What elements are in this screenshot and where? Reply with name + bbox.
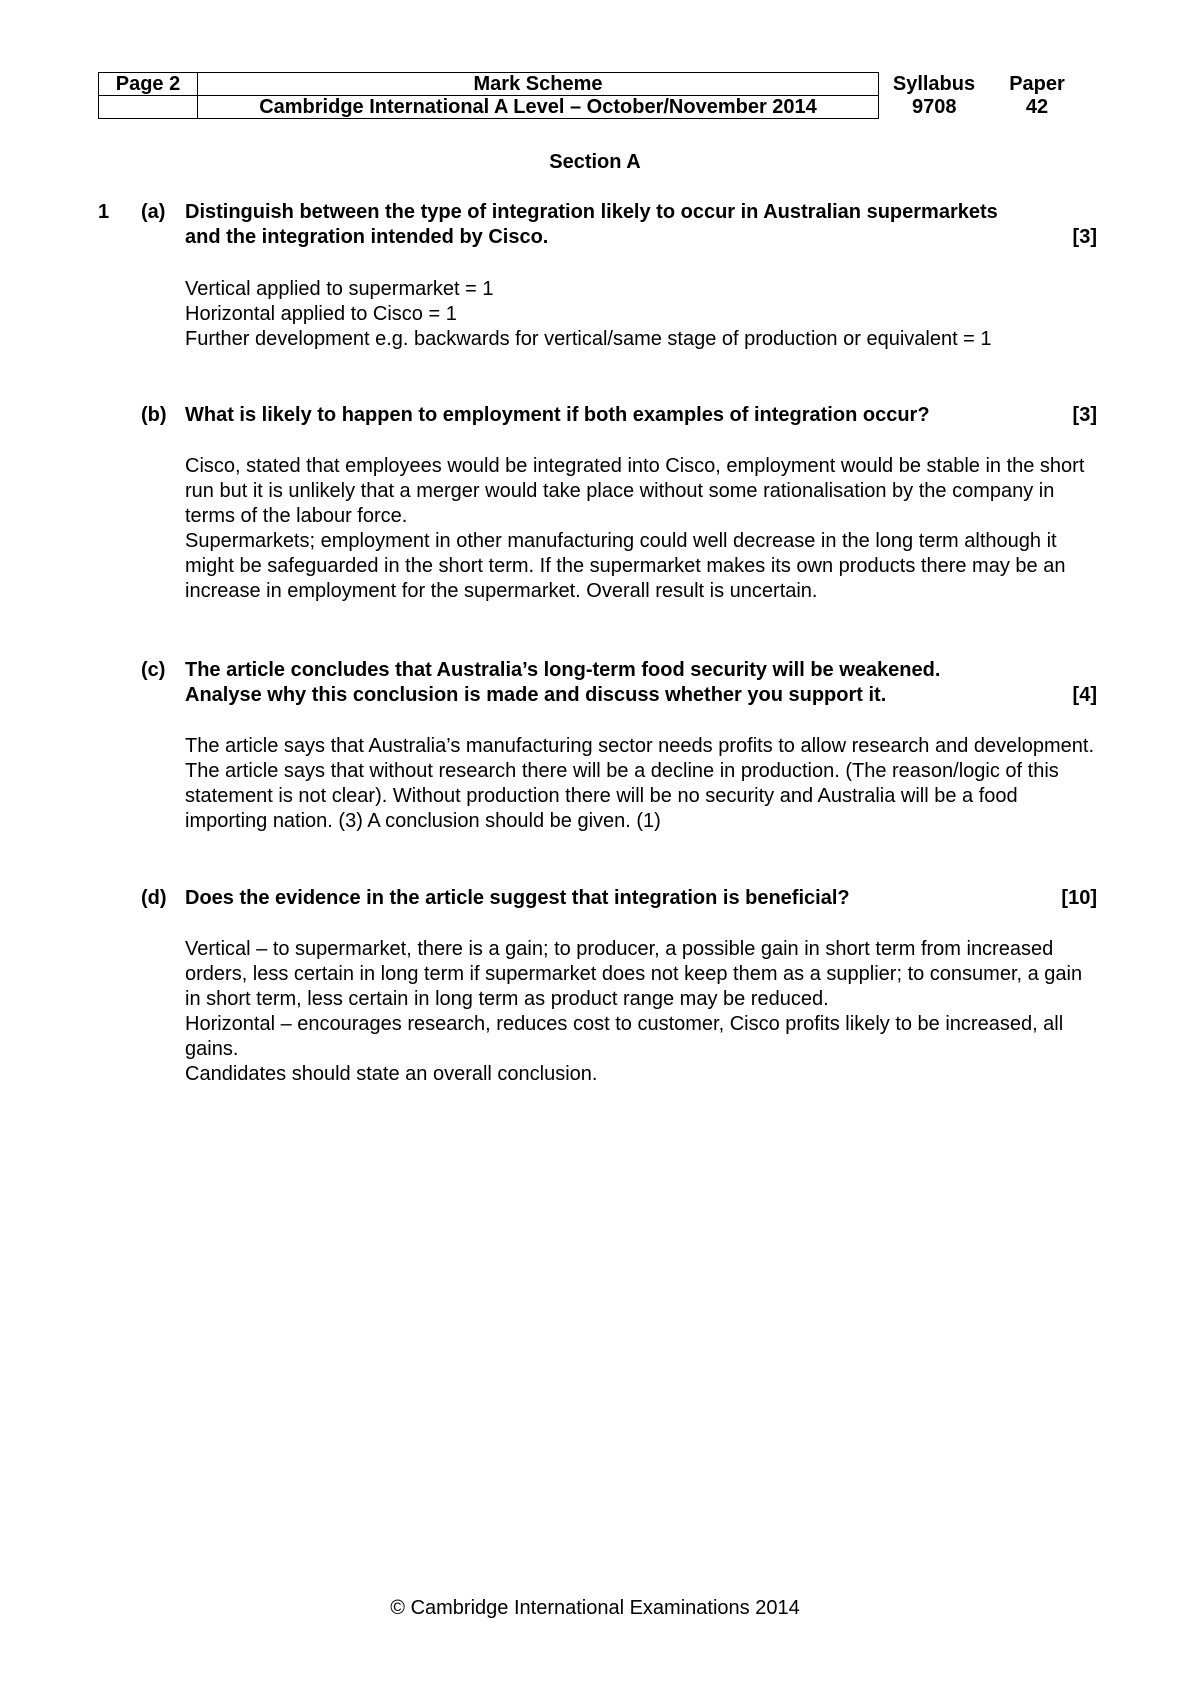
part-a-question: [185, 200, 1097, 250]
syllabus-label: Syllabus: [892, 73, 976, 95]
question-number: 1: [98, 201, 110, 223]
page-number: Page 2: [99, 73, 198, 96]
part-d-answer-para: Horizontal – encourages research, reduces cost to customer, Cisco profits likely to be increased, all gains.: [185, 1013, 1064, 1060]
part-a-question-line1: Distinguish between the type of integration likely to occur in Australian supermarkets: [185, 201, 998, 223]
part-c-answer: [185, 734, 1097, 834]
part-b-answer: [185, 454, 1097, 604]
part-a-label: (a): [141, 201, 166, 223]
syllabus-value: 9708: [912, 96, 957, 118]
part-a-answer-line: Vertical applied to supermarket = 1: [185, 278, 494, 300]
part-b-question-line1: What is likely to happen to employment if both examples of integration occur?: [185, 404, 930, 426]
part-b-marks: [3]: [1072, 404, 1097, 426]
part-d-question-line1: Does the evidence in the article suggest that integration is beneficial?: [185, 887, 850, 909]
page-number-blank: [99, 96, 198, 119]
copyright-footer: © Cambridge International Examinations 2014: [390, 1597, 800, 1619]
part-d-answer-para: Vertical – to supermarket, there is a gain; to producer, a possible gain in short term from increased orders, less certain in long term if supermarket does not keep them as a supplier; to consumer, a gain in short term, less certain in long term as product range may be reduced.: [185, 938, 1083, 1010]
part-c-question-line2: Analyse why this conclusion is made and discuss whether you support it.: [185, 684, 887, 706]
part-d-answer-para: Candidates should state an overall conclusion.: [185, 1063, 598, 1085]
document-title: Mark Scheme: [198, 73, 879, 96]
header-table: [98, 72, 1085, 119]
part-c-answer-para: The article says that Australia’s manufacturing sector needs profits to allow research and development. The article says that without research there will be a decline in production. (The reason/logic of this statement is not clear). Without production there will be no security and Australia will be a food importing nation. (3) A conclusion should be given. (1): [185, 735, 1094, 832]
part-d-answer: [185, 937, 1097, 1087]
part-a-marks: [3]: [1072, 226, 1097, 248]
part-b-answer-para: Supermarkets; employment in other manufacturing could well decrease in the long term although it might be safeguarded in the short term. If the supermarket makes its own products there may be an increase in employment for the supermarket. Overall result is uncertain.: [185, 530, 1066, 602]
document-subtitle: Cambridge International A Level – October/November 2014: [198, 96, 879, 119]
part-c-label: (c): [141, 659, 166, 681]
part-a-answer: [185, 277, 1097, 352]
part-c-question-line1: The article concludes that Australia’s long-term food security will be weakened.: [185, 659, 941, 681]
part-d-question: [185, 886, 1097, 911]
part-a-question-line2: and the integration intended by Cisco.: [185, 226, 549, 248]
part-d-marks: [10]: [1061, 887, 1097, 909]
part-c-question: [185, 658, 1097, 708]
part-b-question: [185, 403, 1097, 428]
part-d-label: (d): [141, 887, 167, 909]
part-b-label: (b): [141, 404, 167, 426]
part-c-marks: [4]: [1072, 684, 1097, 706]
paper-value: 42: [1025, 96, 1049, 118]
part-a-answer-line: Horizontal applied to Cisco = 1: [185, 303, 457, 325]
section-title: Section A: [549, 151, 641, 173]
paper-label: Paper: [1009, 73, 1065, 95]
part-a-answer-line: Further development e.g. backwards for vertical/same stage of production or equivalent = 1: [185, 328, 992, 350]
part-b-answer-para: Cisco, stated that employees would be integrated into Cisco, employment would be stable in the short run but it is unlikely that a merger would take place without some rationalisation by the company in terms of the labour force.: [185, 455, 1085, 527]
